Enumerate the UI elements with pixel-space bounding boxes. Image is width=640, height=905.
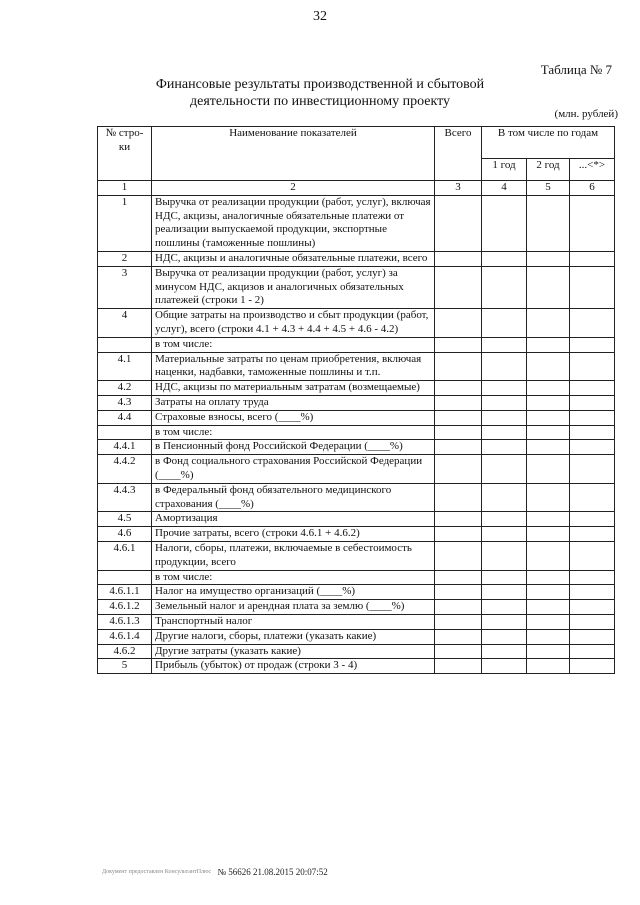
value-cell [527, 541, 570, 570]
value-cell [570, 644, 615, 659]
value-cell [482, 541, 527, 570]
value-cell [435, 410, 482, 425]
row-number: 4.6.1.1 [98, 585, 152, 600]
page-number: 32 [313, 9, 327, 24]
indicator-name: в Федеральный фонд обязательного медицинского страхования (____%) [152, 483, 435, 512]
indicator-name: в том числе: [152, 570, 435, 585]
indicator-name: в том числе: [152, 337, 435, 352]
value-cell [527, 425, 570, 440]
value-cell [482, 251, 527, 266]
value-cell [482, 659, 527, 674]
value-cell [435, 614, 482, 629]
value-cell [482, 266, 527, 308]
consultant-stamp: Документ предоставлен КонсультантПлюс [102, 869, 212, 876]
row-number: 4.4.3 [98, 483, 152, 512]
value-cell [570, 195, 615, 251]
value-cell [435, 425, 482, 440]
value-cell [435, 512, 482, 527]
value-cell [527, 585, 570, 600]
indicator-name: Затраты на оплату труда [152, 395, 435, 410]
value-cell [570, 352, 615, 381]
table-row [98, 614, 615, 629]
value-cell [570, 659, 615, 674]
value-cell [482, 352, 527, 381]
value-cell [435, 659, 482, 674]
value-cell [482, 614, 527, 629]
indicator-name: Транспортный налог [152, 614, 435, 629]
col-number: 4 [482, 181, 527, 196]
header-name: Наименование показателей [152, 127, 435, 181]
table-row [98, 585, 615, 600]
table-row [98, 455, 615, 484]
value-cell [482, 381, 527, 396]
row-number: 4.4 [98, 410, 152, 425]
indicator-name: Материальные затраты по ценам приобретения, включая наценки, надбавки, таможенные пошлины и т.п. [152, 352, 435, 381]
value-cell [435, 440, 482, 455]
table-number: Таблица № 7 [540, 62, 612, 77]
value-cell [527, 251, 570, 266]
row-number: 4.4.1 [98, 440, 152, 455]
table-row [98, 266, 615, 308]
value-cell [570, 309, 615, 338]
row-number [98, 570, 152, 585]
value-cell [527, 600, 570, 615]
value-cell [570, 541, 615, 570]
indicator-name: Амортизация [152, 512, 435, 527]
value-cell [482, 425, 527, 440]
title-line-1: Финансовые результаты производственной и сбытовой [155, 77, 485, 92]
table-row [98, 644, 615, 659]
indicator-name: Выручка от реализации продукции (работ, услуг), включая НДС, акцизы, аналогичные обязательные платежи от реализации выпускаемой продукции, экспортные пошлины (таможенные пошлины) [152, 195, 435, 251]
row-number: 4.4.2 [98, 455, 152, 484]
indicator-name: НДС, акцизы по материальным затратам (возмещаемые) [152, 381, 435, 396]
header-row-no: № стро- ки [98, 127, 152, 181]
table-row [98, 541, 615, 570]
indicator-name: НДС, акцизы и аналогичные обязательные платежи, всего [152, 251, 435, 266]
value-cell [570, 266, 615, 308]
value-cell [482, 585, 527, 600]
value-cell [570, 585, 615, 600]
indicator-name: Страховые взносы, всего (____%) [152, 410, 435, 425]
value-cell [482, 512, 527, 527]
value-cell [570, 483, 615, 512]
value-cell [527, 395, 570, 410]
value-cell [570, 570, 615, 585]
row-number: 4.2 [98, 381, 152, 396]
value-cell [482, 195, 527, 251]
value-cell [570, 629, 615, 644]
value-cell [482, 455, 527, 484]
row-number: 4.6.1.3 [98, 614, 152, 629]
value-cell [527, 455, 570, 484]
table-row [98, 395, 615, 410]
value-cell [435, 629, 482, 644]
value-cell [482, 644, 527, 659]
value-cell [570, 251, 615, 266]
value-cell [482, 410, 527, 425]
value-cell [435, 644, 482, 659]
value-cell [435, 455, 482, 484]
value-cell [482, 440, 527, 455]
value-cell [570, 425, 615, 440]
value-cell [527, 644, 570, 659]
row-number: 4.1 [98, 352, 152, 381]
indicator-name: Налоги, сборы, платежи, включаемые в себестоимость продукции, всего [152, 541, 435, 570]
value-cell [435, 251, 482, 266]
table-title [0, 76, 640, 110]
value-cell [527, 337, 570, 352]
table-row [98, 600, 615, 615]
table-row [98, 425, 615, 440]
row-number: 1 [98, 195, 152, 251]
value-cell [527, 266, 570, 308]
value-cell [527, 512, 570, 527]
value-cell [482, 483, 527, 512]
row-number [98, 425, 152, 440]
header-by-years: В том числе по годам [482, 127, 615, 159]
indicator-name: Прибыль (убыток) от продаж (строки 3 - 4) [152, 659, 435, 674]
value-cell [435, 266, 482, 308]
value-cell [482, 309, 527, 338]
value-cell [570, 395, 615, 410]
value-cell [435, 483, 482, 512]
value-cell [527, 381, 570, 396]
col-number: 6 [570, 181, 615, 196]
indicator-name: Общие затраты на производство и сбыт продукции (работ, услуг), всего (строки 4.1 + 4.3 + 4.4 + 4.5 + 4.6 - 4.2) [152, 309, 435, 338]
table-row [98, 352, 615, 381]
row-number: 4 [98, 309, 152, 338]
indicator-name: Налог на имущество организаций (____%) [152, 585, 435, 600]
document-footer [102, 867, 328, 877]
indicator-name: Другие налоги, сборы, платежи (указать какие) [152, 629, 435, 644]
table-row [98, 410, 615, 425]
header-year-n: ...<*> [570, 159, 615, 181]
indicator-name: в Фонд социального страхования Российской Федерации (____%) [152, 455, 435, 484]
table-row [98, 659, 615, 674]
value-cell [570, 337, 615, 352]
value-cell [435, 570, 482, 585]
col-number: 2 [152, 181, 435, 196]
value-cell [435, 600, 482, 615]
row-number: 4.6.1 [98, 541, 152, 570]
value-cell [482, 570, 527, 585]
table-row [98, 381, 615, 396]
row-number: 4.6.1.2 [98, 600, 152, 615]
table-row [98, 195, 615, 251]
indicator-name: в Пенсионный фонд Российской Федерации (____%) [152, 440, 435, 455]
value-cell [570, 455, 615, 484]
row-number: 4.6.2 [98, 644, 152, 659]
value-cell [435, 309, 482, 338]
row-number: 4.3 [98, 395, 152, 410]
row-number: 3 [98, 266, 152, 308]
value-cell [482, 337, 527, 352]
financial-results-table [97, 126, 615, 674]
header-total: Всего [435, 127, 482, 181]
value-cell [435, 352, 482, 381]
indicator-name: в том числе: [152, 425, 435, 440]
row-number: 4.6 [98, 527, 152, 542]
value-cell [482, 527, 527, 542]
value-cell [482, 395, 527, 410]
value-cell [527, 352, 570, 381]
value-cell [527, 195, 570, 251]
table-row [98, 512, 615, 527]
table-row [98, 251, 615, 266]
value-cell [435, 541, 482, 570]
value-cell [527, 629, 570, 644]
value-cell [570, 410, 615, 425]
col-number: 5 [527, 181, 570, 196]
table-row [98, 483, 615, 512]
value-cell [435, 585, 482, 600]
title-line-2: деятельности по инвестиционному проекту [189, 94, 451, 109]
table-row [98, 337, 615, 352]
value-cell [570, 527, 615, 542]
value-cell [527, 614, 570, 629]
table-row [98, 527, 615, 542]
row-number: 2 [98, 251, 152, 266]
table-row [98, 629, 615, 644]
row-number [98, 337, 152, 352]
value-cell [570, 381, 615, 396]
indicator-name: Земельный налог и арендная плата за землю (____%) [152, 600, 435, 615]
value-cell [527, 483, 570, 512]
col-number: 1 [98, 181, 152, 196]
header-year-2: 2 год [527, 159, 570, 181]
column-numbers-row [98, 181, 615, 196]
indicator-name: Выручка от реализации продукции (работ, услуг) за минусом НДС, акцизов и аналогичных обязательных платежей (строки 1 - 2) [152, 266, 435, 308]
value-cell [435, 195, 482, 251]
table-row [98, 309, 615, 338]
value-cell [435, 337, 482, 352]
units-label: (млн. рублей) [554, 108, 618, 120]
value-cell [527, 659, 570, 674]
value-cell [570, 614, 615, 629]
value-cell [527, 410, 570, 425]
row-number: 4.6.1.4 [98, 629, 152, 644]
header-year-1: 1 год [482, 159, 527, 181]
table-row [98, 570, 615, 585]
value-cell [527, 309, 570, 338]
value-cell [527, 527, 570, 542]
value-cell [570, 440, 615, 455]
row-number: 4.5 [98, 512, 152, 527]
table-row [98, 440, 615, 455]
row-number: 5 [98, 659, 152, 674]
indicator-name: Прочие затраты, всего (строки 4.6.1 + 4.6.2) [152, 527, 435, 542]
value-cell [527, 570, 570, 585]
indicator-name: Другие затраты (указать какие) [152, 644, 435, 659]
value-cell [435, 381, 482, 396]
value-cell [435, 395, 482, 410]
value-cell [435, 527, 482, 542]
value-cell [482, 600, 527, 615]
value-cell [570, 600, 615, 615]
value-cell [482, 629, 527, 644]
document-info: № 56626 21.08.2015 20:07:52 [217, 867, 328, 877]
col-number: 3 [435, 181, 482, 196]
value-cell [570, 512, 615, 527]
value-cell [527, 440, 570, 455]
